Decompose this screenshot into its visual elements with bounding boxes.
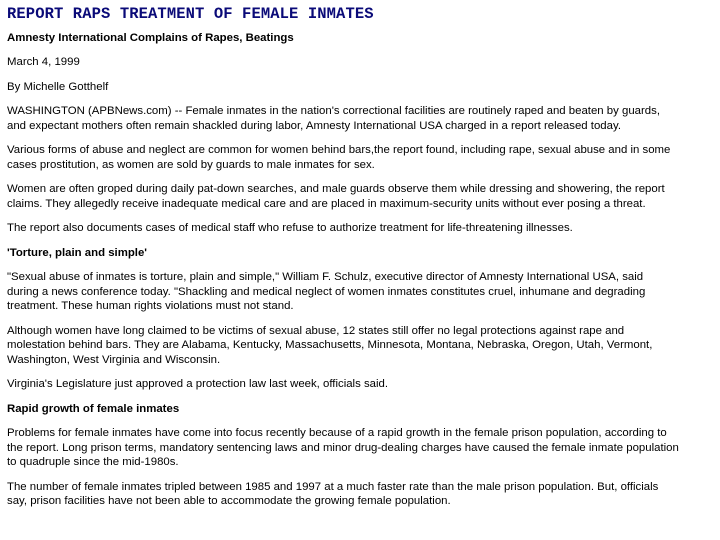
paragraph-line: molestation behind bars. They are Alabama, Kentucky, Massachusetts, Minnesota, Montana, Nebraska, Oregon, Utah, Vermont, (7, 339, 653, 351)
paragraph-line: Women are often groped during daily pat-down searches, and male guards observe them while dressing and showering, the report (7, 183, 665, 195)
paragraph-9 (7, 480, 714, 509)
paragraph-line: The number of female inmates tripled between 1985 and 1997 at a much faster rate than the male prison population. But, officials (7, 480, 659, 493)
paragraph-line: say, prison facilities have not been able to accommodate the growing female population. (7, 495, 451, 507)
paragraph-5 (7, 270, 714, 314)
subheadline: Amnesty International Complains of Rapes, Beatings (7, 32, 294, 44)
paragraph-line: the report. Long prison terms, mandatory sentencing laws and minor drug-dealing charges have caused the female inmate population (7, 441, 679, 454)
paragraph-7 (7, 377, 714, 392)
paragraph-line: The report also documents cases of medical staff who refuse to authorize treatment for life-threatening illnesses. (7, 222, 573, 234)
article-date: March 4, 1999 (7, 56, 80, 68)
byline: By Michelle Gotthelf (7, 80, 109, 93)
paragraph-line: Problems for female inmates have come into focus recently because of a rapid growth in the female prison population, according to (7, 427, 667, 439)
paragraph-2 (7, 143, 714, 172)
paragraph-line: Washington, West Virginia and Wisconsin. (7, 353, 221, 366)
paragraph-line: cases prostitution, as women are sold by guards to male inmates for sex. (7, 158, 375, 171)
paragraph-8 (7, 426, 714, 470)
paragraph-line: during a news conference today. "Shackling and medical neglect of women inmates constitutes cruel, inhumane and degrading (7, 285, 646, 298)
paragraph-3 (7, 182, 714, 211)
paragraph-line: and expectant mothers often remain shackled during labor, Amnesty International USA charged in a report released today. (7, 119, 621, 132)
paragraph-line: WASHINGTON (APBNews.com) -- Female inmates in the nation's correctional facilities are routinely raped and beaten by guards, (7, 105, 660, 117)
paragraph-line: to quadruple since the mid-1980s. (7, 456, 179, 468)
section-heading-torture: 'Torture, plain and simple' (7, 246, 148, 259)
paragraph-line: "Sexual abuse of inmates is torture, plain and simple," William F. Schulz, executive director of Amnesty International USA, said (7, 271, 644, 283)
headline: REPORT RAPS TREATMENT OF FEMALE INMATES (7, 5, 374, 23)
section-heading-rapid-growth: Rapid growth of female inmates (7, 402, 180, 415)
paragraph-line: Various forms of abuse and neglect are common for women behind bars,the report found, including rape, sexual abuse and in some (7, 144, 671, 156)
paragraph-line: claims. They allegedly receive inadequate medical care and are placed in maximum-security units without ever posing a threat. (7, 197, 646, 210)
paragraph-4 (7, 221, 714, 236)
paragraph-line: Virginia's Legislature just approved a protection law last week, officials said. (7, 378, 389, 390)
paragraph-line: Although women have long claimed to be victims of sexual abuse, 12 states still offer no legal protections against rape and (7, 324, 625, 337)
paragraph-line: treatment. These human rights violations must not stand. (7, 300, 294, 312)
paragraph-1 (7, 104, 714, 133)
paragraph-6 (7, 324, 714, 368)
